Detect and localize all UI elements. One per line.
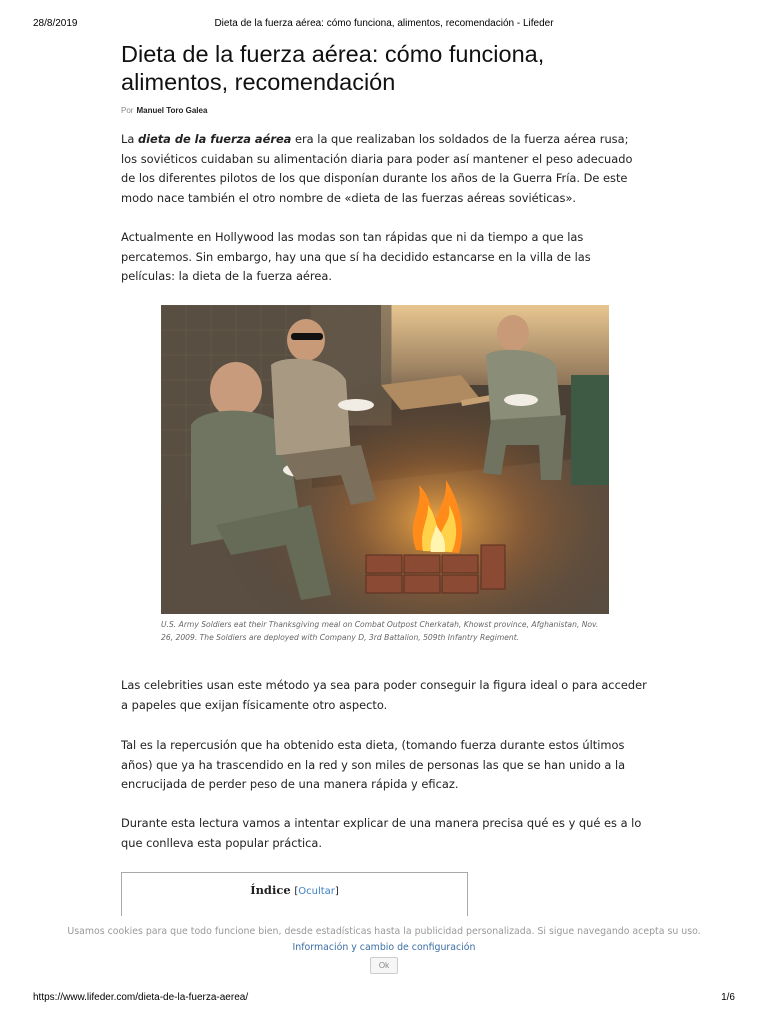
article-photo xyxy=(161,305,609,614)
paragraph-intro-rest: era la que realizaban los soldados de la fuerza aérea rusa; los soviéticos cuidaban su alimentación diaria para poder así mantener el peso adecuado de los diferentes pilotos de los que disponían durante los años de la Guerra Fría. De este modo nace también el otro nombre de «dieta de las fuerzas aéreas soviéticas». xyxy=(121,132,633,205)
byline xyxy=(121,106,647,115)
byline-prefix: Por xyxy=(121,106,134,115)
paragraph-repercussion: Tal es la repercusión que ha obtenido esta dieta, (tomando fuerza durante estos últimos años) que ya ha trascendido en la red y son miles de personas las que se han unido a la encrucijada de perder peso de una manera rápida y eficaz. xyxy=(121,738,626,791)
diet-name-emphasis: dieta de la fuerza aérea xyxy=(137,132,292,146)
cookie-settings-link[interactable]: Información y cambio de configuración xyxy=(292,942,476,953)
soldiers-campfire-illustration xyxy=(161,305,609,614)
toc-toggle-close: ] xyxy=(334,886,339,897)
article xyxy=(121,40,647,897)
toc-toggle xyxy=(294,886,338,897)
cookie-message: Usamos cookies para que todo funcione bien, desde estadísticas hasta la publicidad personalizada. Si sigue navegando acepta su uso. xyxy=(67,926,701,937)
cookie-ok-button[interactable]: Ok xyxy=(370,957,398,974)
print-date: 28/8/2019 xyxy=(33,18,78,29)
toc-title: Índice xyxy=(250,883,291,897)
toc-hide-link[interactable]: Ocultar xyxy=(298,886,335,897)
toc-heading xyxy=(122,883,467,897)
paragraph-hollywood: Actualmente en Hollywood las modas son tan rápidas que ni da tiempo a que las percatemos. Sin embargo, hay una que sí ha decidido estancarse en la villa de las películas: la dieta de la fuerza aérea. xyxy=(121,230,591,283)
photo-caption: U.S. Army Soldiers eat their Thanksgiving meal on Combat Outpost Cherkatah, Khowst province, Afghanistan, Nov. 26, 2009. The Soldiers are deployed with Company D, 3rd Battalion, 509th Infantry Regiment. xyxy=(161,620,599,642)
author-link[interactable]: Manuel Toro Galea xyxy=(136,106,208,115)
print-page-title: Dieta de la fuerza aérea: cómo funciona, alimentos, recomendación - Lifeder xyxy=(214,18,554,29)
paragraph-intro-lead: La xyxy=(121,132,138,146)
print-page-number: 1/6 xyxy=(721,992,735,1003)
print-url: https://www.lifeder.com/dieta-de-la-fuerza-aerea/ xyxy=(33,992,249,1003)
paragraph-reading: Durante esta lectura vamos a intentar explicar de una manera precisa qué es y qué es a lo que conlleva esta popular práctica. xyxy=(121,816,642,850)
print-header xyxy=(0,18,768,32)
paragraph-celebrities: Las celebrities usan este método ya sea para poder conseguir la figura ideal o para acceder a papeles que exijan físicamente otro aspecto. xyxy=(121,678,647,712)
cookie-banner xyxy=(0,916,768,986)
article-title: Dieta de la fuerza aérea: cómo funciona, alimentos, recomendación xyxy=(121,41,545,95)
paragraph-intro xyxy=(121,130,647,208)
toc-toggle-open: [ xyxy=(294,886,299,897)
print-footer xyxy=(0,992,768,1006)
